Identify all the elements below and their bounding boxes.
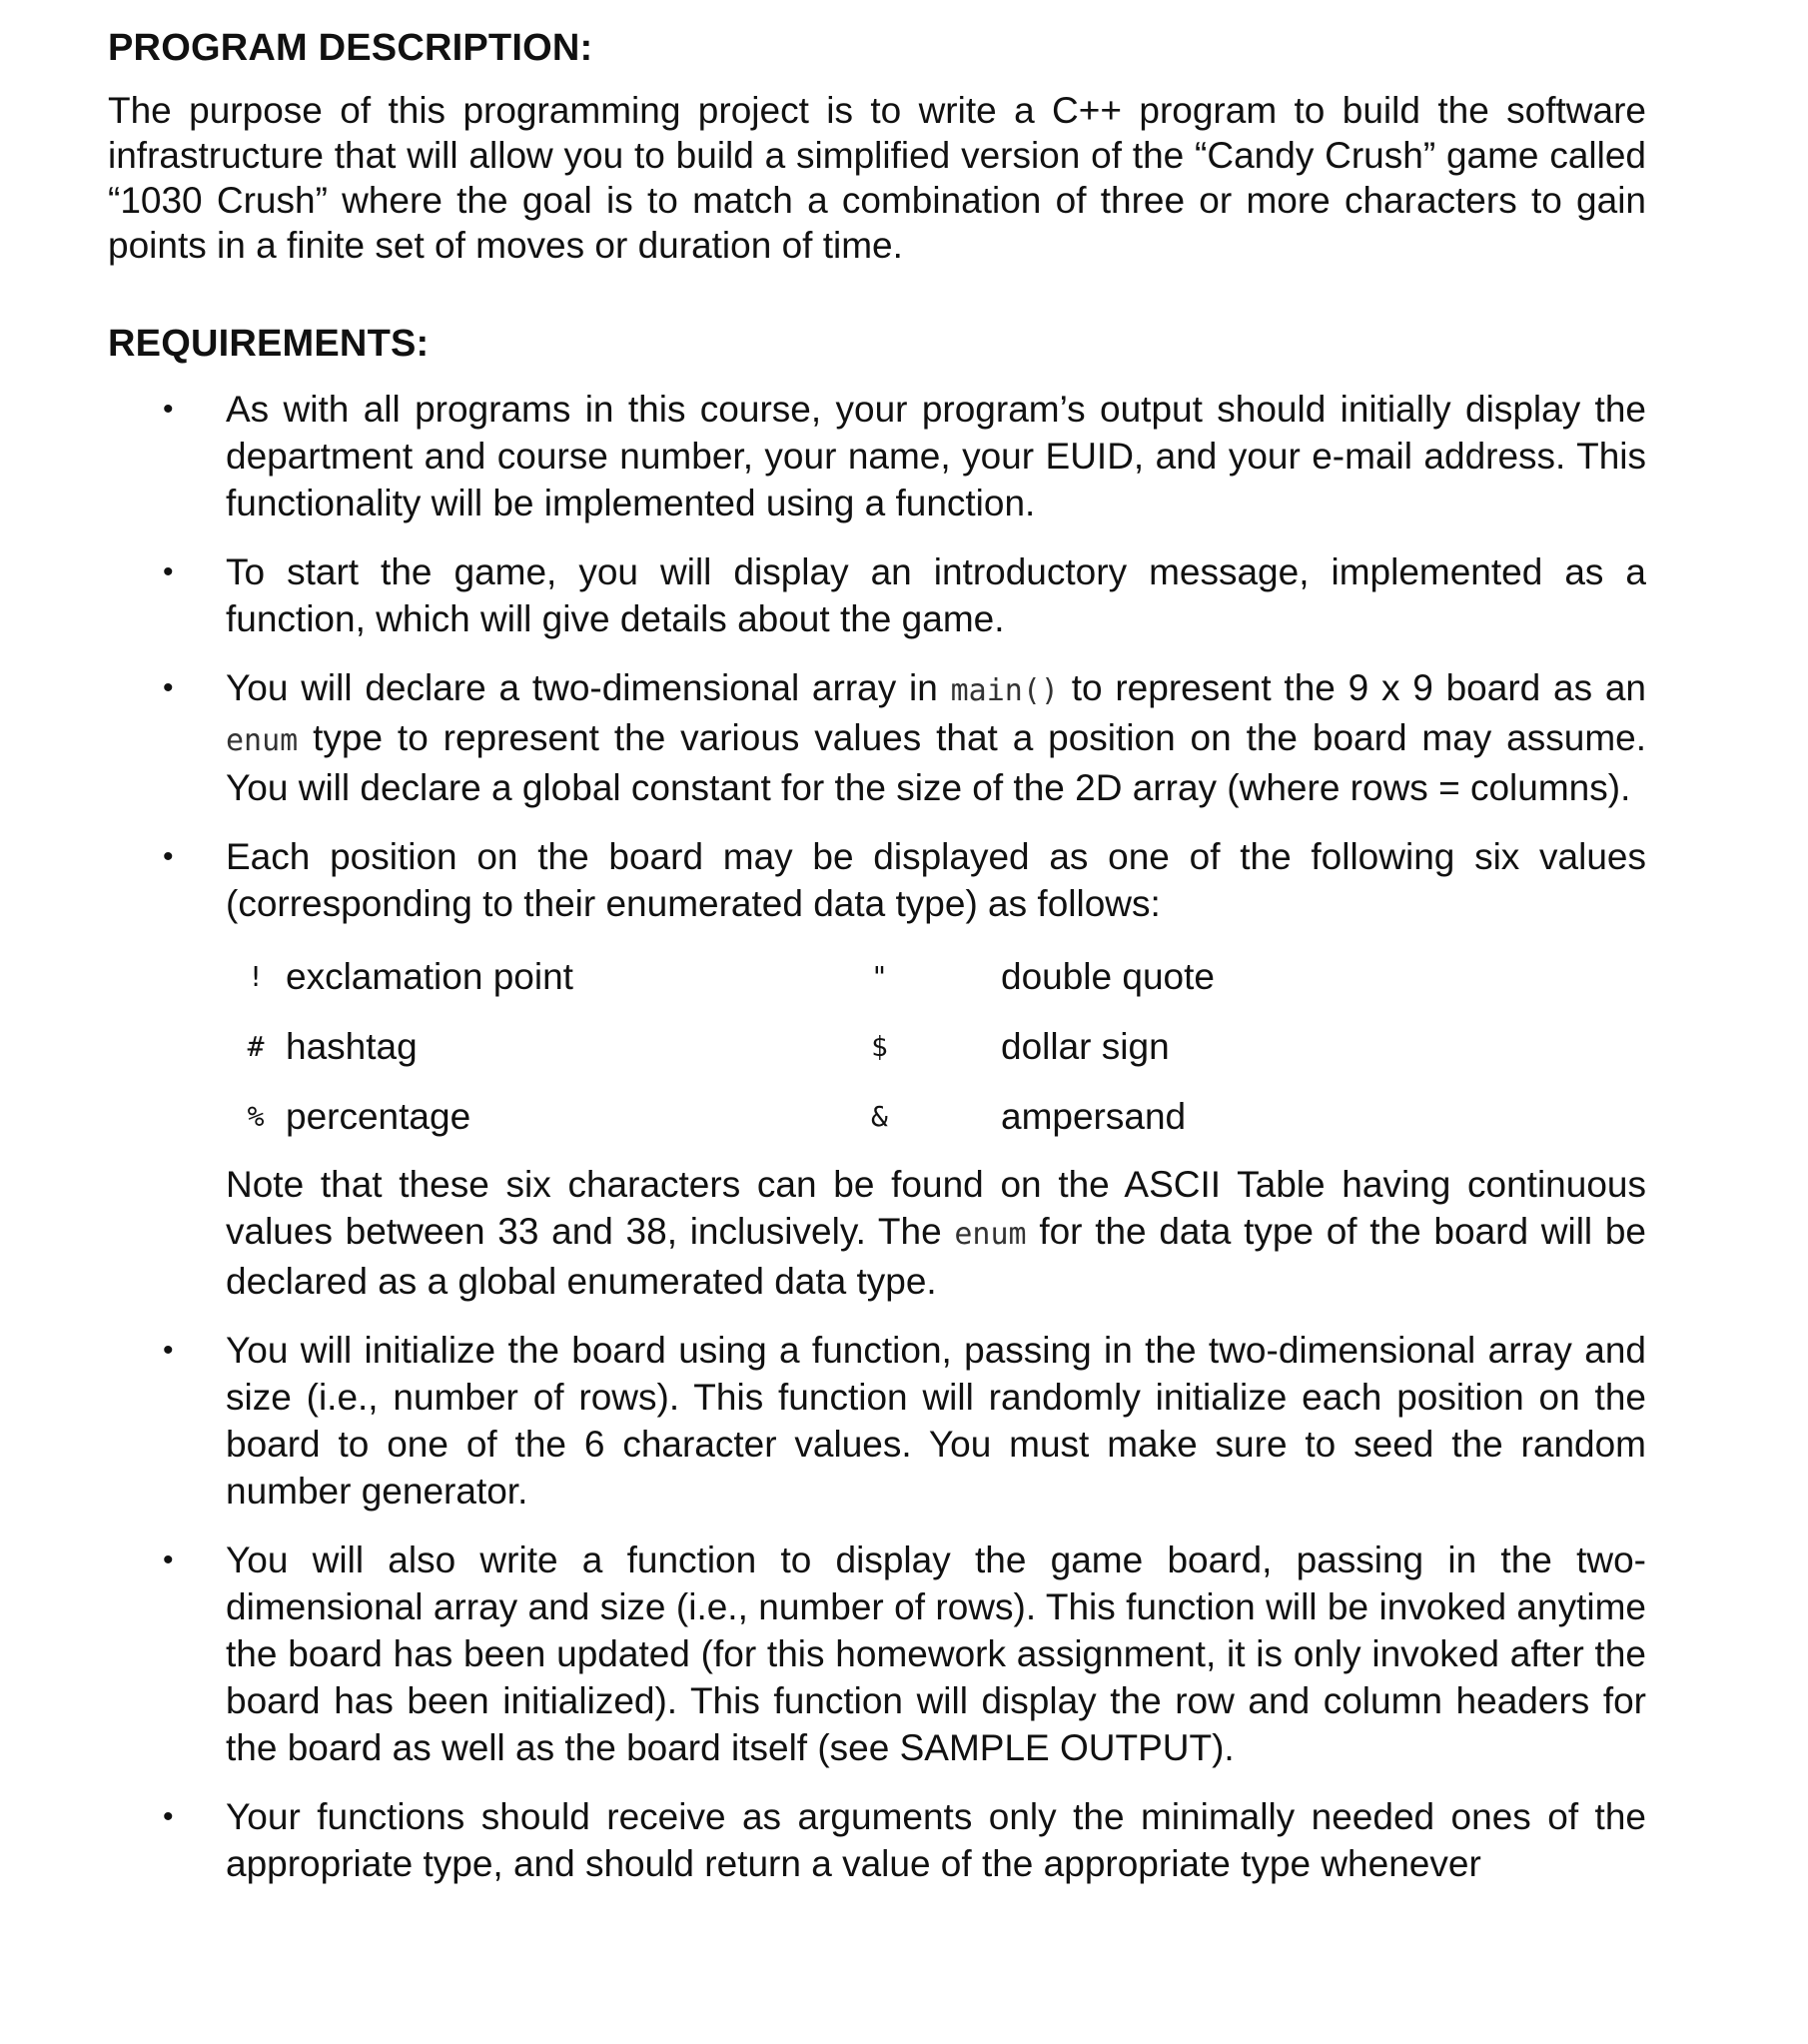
bullet-icon: • [163,393,174,426]
bullet-icon: • [163,1800,174,1833]
symbol-name: dollar sign [1001,1025,1170,1067]
document-page [108,20,1646,1909]
symbol-name: percentage [286,1095,471,1137]
symbol-char: # [247,1029,265,1063]
requirements-heading: REQUIREMENTS: [108,323,430,365]
symbol-name: double quote [1001,955,1215,997]
symbol-name: ampersand [1001,1095,1187,1137]
symbol-char: & [871,1099,888,1133]
code-main: main() [950,673,1059,708]
requirement-item-3 [108,664,1646,811]
requirement-text-part: type to represent the various values that a position on the board may assume. You will declare a global constant for the size of the 2D array (where rows = columns). [226,717,1646,808]
symbol-char: $ [871,1029,888,1063]
code-enum: enum [226,723,299,758]
bullet-icon: • [163,1334,174,1367]
requirement-item-5 [108,1327,1646,1515]
code-enum: enum [954,1217,1027,1252]
requirement-text-part: to represent the 9 x 9 board as an [1058,667,1646,708]
note-text-part: for the data type of the board will be declared as a global enumerated data type. [226,1211,1646,1302]
note-text-part: Note that these six characters can be found on the ASCII Table having continuous values between 33 and 38, inclusively. The [226,1164,1646,1252]
requirement-text-part: You will declare a two-dimensional array in [226,667,951,708]
symbol-char: % [247,1099,265,1133]
program-description-heading: PROGRAM DESCRIPTION: [108,27,593,69]
requirements-list [108,386,1646,1887]
requirement-item-2 [108,548,1646,642]
symbol-row [226,1081,1400,1151]
symbol-row [226,1011,1400,1081]
requirement-text: You will also write a function to display the game board, passing in the two-dimensional array and size (i.e., number of rows). This function will be invoked anytime the board has been updated (for this homework assignment, it is only invoked after the board has been initialized). This function will display the row and column headers for the board as well as the board itself (see SAMPLE OUTPUT). [226,1539,1646,1768]
symbol-row [226,941,1400,1011]
bullet-icon: • [163,555,174,588]
requirement-item-7 [108,1793,1646,1887]
requirement-item-4 [108,833,1646,1305]
symbol-char: ! [247,959,265,993]
requirement-text: Each position on the board may be displayed as one of the following six values (corresponding to their enumerated data type) as follows: [226,836,1646,924]
symbol-name: exclamation point [286,955,573,997]
requirement-text: You will initialize the board using a function, passing in the two-dimensional array and size (i.e., number of rows). This function will randomly initialize each position on the board to one of the 6 character values. You must make sure to seed the random number generator. [226,1330,1646,1512]
symbol-char: " [871,959,888,993]
symbol-name: hashtag [286,1025,418,1067]
requirement-item-1 [108,386,1646,526]
requirement-text: As with all programs in this course, your program’s output should initially display the department and course number, your name, your EUID, and your e-mail address. This functionality will be implemented using a function. [226,389,1646,523]
requirement-item-6 [108,1536,1646,1771]
bullet-icon: • [163,1543,174,1576]
requirement-text: Your functions should receive as arguments only the minimally needed ones of the appropriate type, and should return a value of the appropriate type whenever [226,1796,1646,1884]
bullet-icon: • [163,671,174,704]
bullet-icon: • [163,840,174,873]
program-description-text: The purpose of this programming project is to write a C++ program to build the software infrastructure that will allow you to build a simplified version of the “Candy Crush” game called “1030 Crush” where the goal is to match a combination of three or more characters to gain points in a finite set of moves or duration of time. [108,90,1646,266]
requirement-text: To start the game, you will display an introductory message, implemented as a function, which will give details about the game. [226,551,1646,639]
symbol-table [226,941,1400,1151]
ascii-note [226,1161,1646,1305]
